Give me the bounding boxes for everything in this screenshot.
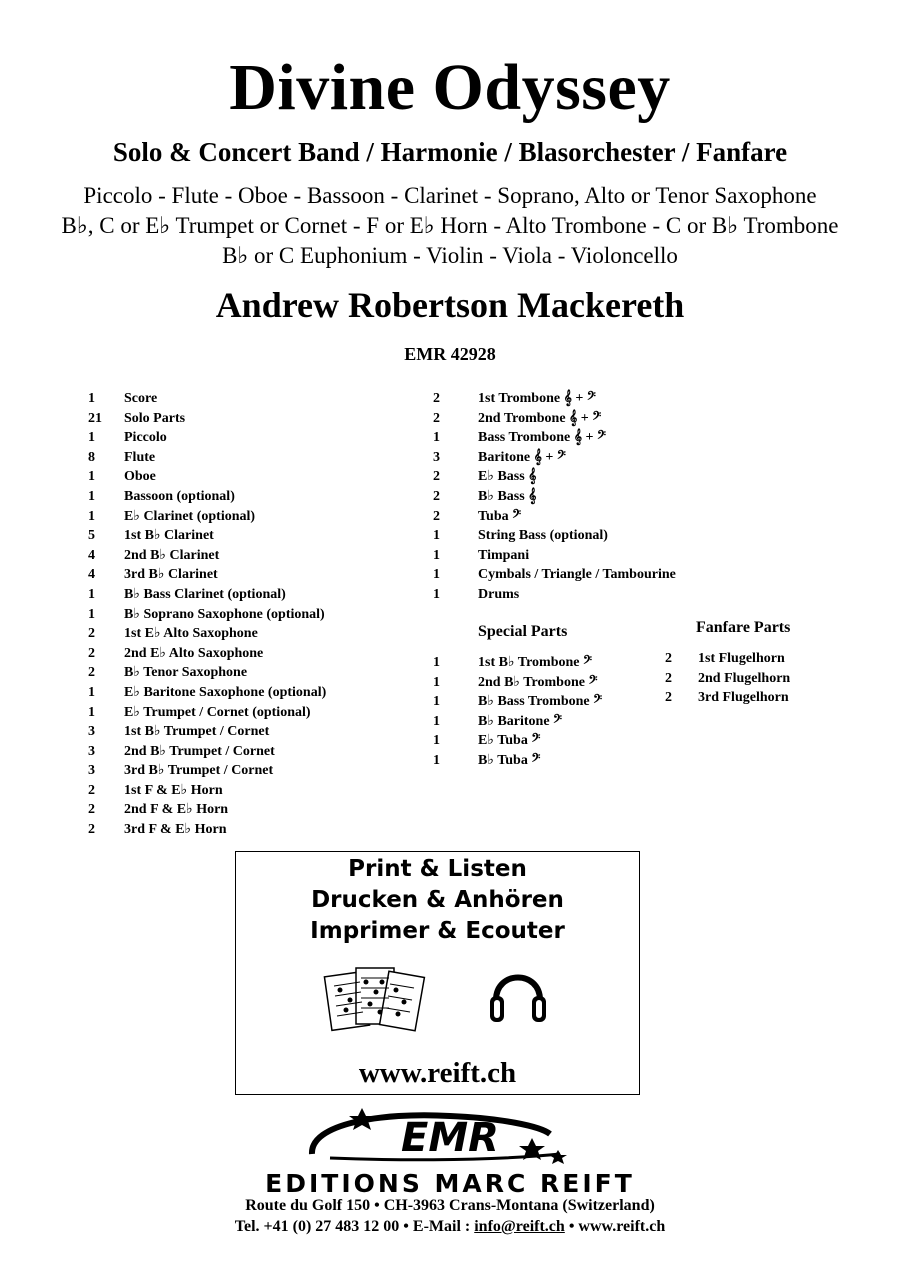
part-name: Bassoon (optional) bbox=[124, 488, 235, 504]
part-quantity: 1 bbox=[433, 713, 440, 729]
part-name: Drums bbox=[478, 586, 520, 602]
part-quantity: 5 bbox=[88, 528, 95, 544]
part-quantity: 1 bbox=[433, 674, 440, 690]
headphones-icon bbox=[488, 960, 548, 1030]
part-quantity: 2 bbox=[665, 670, 672, 686]
part-quantity: 3 bbox=[88, 724, 95, 740]
part-name: B♭ Bass Clarinet (optional) bbox=[124, 586, 286, 602]
part-name: E♭ Clarinet (optional) bbox=[124, 508, 256, 524]
part-name: 2nd Flugelhorn bbox=[698, 670, 791, 686]
part-name: 3rd Flugelhorn bbox=[698, 690, 789, 706]
special-parts-heading: Special Parts bbox=[478, 623, 568, 640]
part-quantity: 1 bbox=[88, 508, 95, 524]
part-name: B♭ Bass 𝄞 bbox=[478, 488, 537, 504]
part-quantity: 1 bbox=[88, 469, 95, 485]
email-link[interactable]: info@reift.ch bbox=[474, 1218, 565, 1235]
part-quantity: 2 bbox=[88, 645, 95, 661]
part-name: B♭ Baritone 𝄢 bbox=[478, 713, 563, 729]
part-name: 1st Flugelhorn bbox=[698, 651, 785, 666]
email-label: E-Mail : bbox=[412, 1218, 471, 1235]
part-quantity: 1 bbox=[433, 694, 440, 710]
part-quantity: 1 bbox=[433, 528, 440, 544]
part-name: Baritone 𝄞 + 𝄢 bbox=[478, 449, 566, 465]
part-quantity: 2 bbox=[88, 802, 95, 818]
part-name: Flute bbox=[124, 449, 156, 465]
part-name: B♭ Tenor Saxophone bbox=[124, 665, 248, 681]
part-name: E♭ Tuba 𝄢 bbox=[478, 733, 541, 749]
promo-line: Drucken & Anhören bbox=[311, 887, 564, 913]
instrumentation-line: Piccolo - Flute - Oboe - Bassoon - Clarinet - Soprano, Alto or Tenor Saxophone bbox=[83, 183, 817, 208]
promo-line: Print & Listen bbox=[348, 856, 527, 882]
part-quantity: 21 bbox=[88, 410, 102, 426]
part-name: 3rd F & E♭ Horn bbox=[124, 822, 227, 838]
part-name: Piccolo bbox=[124, 430, 167, 446]
part-quantity: 1 bbox=[433, 586, 440, 602]
publisher-address: Route du Golf 150 • CH-3963 Crans-Montana (Switzerland) bbox=[245, 1197, 655, 1214]
logo-text: EMR bbox=[401, 1115, 499, 1161]
part-name: 3rd B♭ Trumpet / Cornet bbox=[124, 763, 274, 779]
promo-line: Imprimer & Ecouter bbox=[310, 918, 565, 944]
part-quantity: 1 bbox=[433, 655, 440, 670]
publisher-website-link[interactable]: www.reift.ch bbox=[578, 1218, 666, 1235]
part-quantity: 2 bbox=[433, 469, 440, 485]
part-quantity: 2 bbox=[88, 665, 95, 681]
publisher-contact: Tel. +41 (0) 27 483 12 00 • E-Mail : info@reift.ch • www.reift.ch bbox=[234, 1218, 666, 1235]
part-quantity: 1 bbox=[88, 586, 95, 602]
part-quantity: 1 bbox=[433, 430, 440, 446]
part-name: 1st F & E♭ Horn bbox=[124, 782, 223, 798]
part-name: Bass Trombone 𝄞 + 𝄢 bbox=[478, 430, 606, 446]
part-name: E♭ Trumpet / Cornet (optional) bbox=[124, 704, 311, 720]
part-name: 2nd E♭ Alto Saxophone bbox=[124, 645, 264, 661]
part-name: E♭ Baritone Saxophone (optional) bbox=[124, 684, 327, 700]
part-name: 2nd B♭ Clarinet bbox=[124, 547, 220, 563]
part-quantity: 2 bbox=[433, 391, 440, 406]
part-name: B♭ Soprano Saxophone (optional) bbox=[124, 606, 325, 622]
part-quantity: 3 bbox=[88, 743, 95, 759]
composer-name: Andrew Robertson Mackereth bbox=[215, 285, 685, 325]
part-name: B♭ Bass Trombone 𝄢 bbox=[478, 694, 603, 710]
part-name: 1st B♭ Clarinet bbox=[124, 528, 214, 544]
part-name: 2nd B♭ Trombone 𝄢 bbox=[478, 674, 598, 690]
part-name: B♭ Tuba 𝄢 bbox=[478, 752, 541, 768]
part-quantity: 1 bbox=[433, 752, 440, 768]
part-name: Solo Parts bbox=[124, 410, 186, 426]
part-quantity: 1 bbox=[88, 684, 95, 700]
part-name: Score bbox=[124, 391, 158, 406]
part-name: Cymbals / Triangle / Tambourine bbox=[478, 567, 676, 583]
part-quantity: 2 bbox=[433, 488, 440, 504]
instrumentation-line: B♭ or C Euphonium - Violin - Viola - Violoncello bbox=[222, 243, 678, 268]
part-name: String Bass (optional) bbox=[478, 528, 608, 544]
phone: Tel. +41 (0) 27 483 12 00 bbox=[234, 1218, 400, 1235]
part-name: 3rd B♭ Clarinet bbox=[124, 567, 218, 583]
part-quantity: 3 bbox=[88, 763, 95, 779]
part-name: Oboe bbox=[124, 469, 156, 485]
part-quantity: 1 bbox=[88, 488, 95, 504]
part-quantity: 8 bbox=[88, 449, 95, 465]
instrumentation-line: B♭, C or E♭ Trumpet or Cornet - F or E♭ Horn - Alto Trombone - C or B♭ Trombone bbox=[61, 213, 839, 238]
part-quantity: 2 bbox=[88, 626, 95, 642]
catalog-number: EMR 42928 bbox=[404, 344, 496, 364]
part-quantity: 1 bbox=[88, 391, 95, 406]
publisher-name: EDITIONS MARC REIFT bbox=[265, 1169, 635, 1198]
part-quantity: 1 bbox=[433, 733, 440, 749]
part-quantity: 1 bbox=[433, 547, 440, 563]
part-quantity: 4 bbox=[88, 547, 95, 563]
part-quantity: 2 bbox=[665, 690, 672, 706]
part-name: 1st B♭ Trumpet / Cornet bbox=[124, 724, 270, 740]
part-quantity: 3 bbox=[433, 449, 440, 465]
part-quantity: 1 bbox=[433, 567, 440, 583]
print-listen-box bbox=[235, 851, 640, 1095]
emr-logo bbox=[300, 1104, 600, 1168]
subtitle: Solo & Concert Band / Harmonie / Blasorchester / Fanfare bbox=[112, 137, 788, 167]
part-quantity: 1 bbox=[88, 606, 95, 622]
part-name: 2nd B♭ Trumpet / Cornet bbox=[124, 743, 275, 759]
sheet-music-icon bbox=[320, 960, 430, 1040]
website-link[interactable]: www.reift.ch bbox=[358, 1057, 517, 1089]
part-name: 1st B♭ Trombone 𝄢 bbox=[478, 655, 593, 670]
part-quantity: 2 bbox=[433, 410, 440, 426]
part-name: 1st E♭ Alto Saxophone bbox=[124, 626, 258, 642]
part-quantity: 1 bbox=[88, 430, 95, 446]
part-name: Tuba 𝄢 bbox=[478, 508, 522, 524]
part-name: Timpani bbox=[478, 547, 530, 563]
part-name: E♭ Bass 𝄞 bbox=[478, 469, 537, 485]
part-quantity: 2 bbox=[665, 651, 672, 666]
part-name: 2nd F & E♭ Horn bbox=[124, 802, 229, 818]
part-quantity: 4 bbox=[88, 567, 95, 583]
part-quantity: 2 bbox=[433, 508, 440, 524]
part-quantity: 2 bbox=[88, 782, 95, 798]
part-quantity: 1 bbox=[88, 704, 95, 720]
page-title: Divine Odyssey bbox=[229, 51, 671, 124]
fanfare-parts-heading: Fanfare Parts bbox=[696, 619, 791, 636]
part-name: 1st Trombone 𝄞 + 𝄢 bbox=[478, 391, 596, 406]
part-name: 2nd Trombone 𝄞 + 𝄢 bbox=[478, 410, 602, 426]
part-quantity: 2 bbox=[88, 822, 95, 838]
